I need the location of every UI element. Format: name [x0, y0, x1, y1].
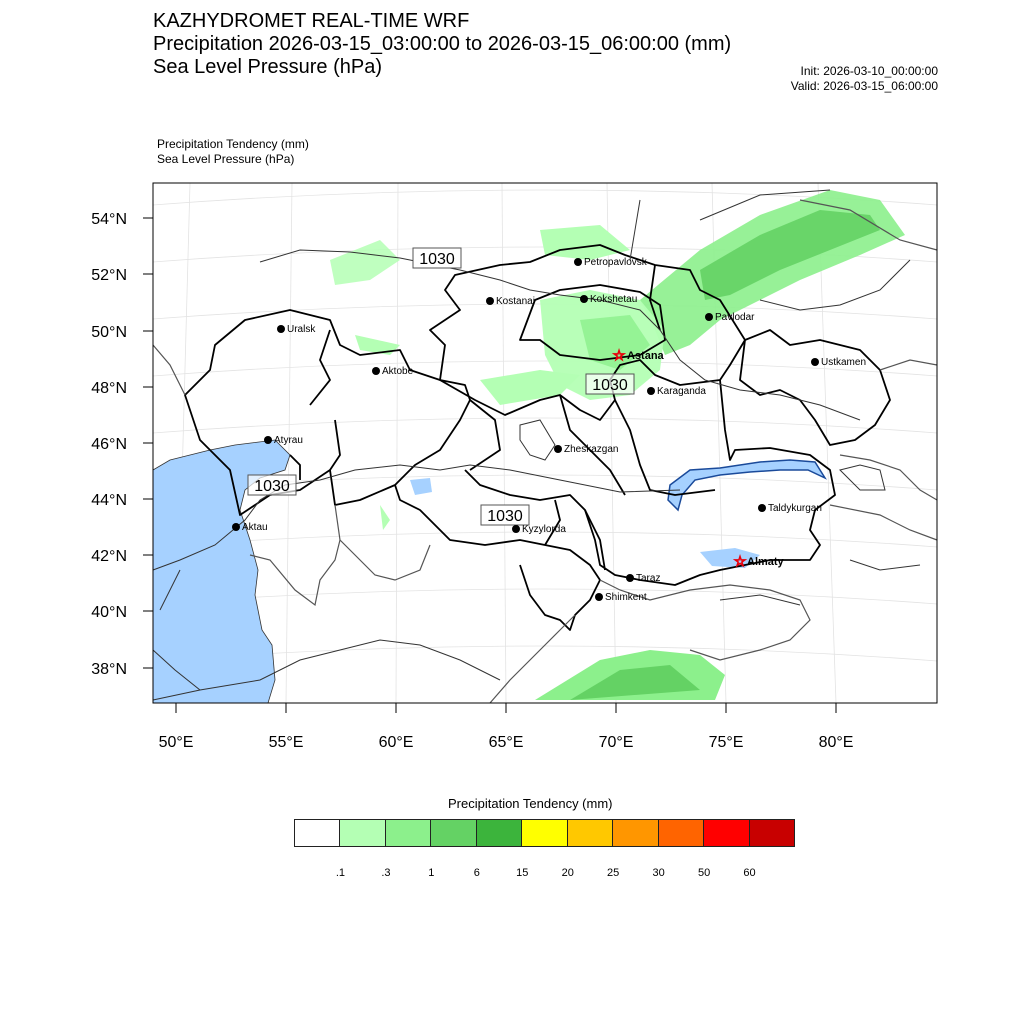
isobar-label: 1030 [419, 251, 455, 268]
lon-labels [159, 734, 854, 751]
city-label: Uralsk [287, 324, 316, 335]
legend-color-box [749, 819, 795, 847]
star-icon: ☆ [612, 347, 626, 363]
city-label: Shimkent [605, 592, 647, 603]
city-label: Kostanai [496, 296, 535, 307]
star-icon: ☆ [733, 553, 747, 569]
isobar-label: 1030 [592, 377, 628, 394]
city-label: Kokshetau [590, 294, 638, 305]
lon-label: 70°E [598, 734, 634, 751]
lat-label: 46°N [91, 436, 127, 453]
legend-colorbar [295, 819, 795, 847]
subtitle-precip: Precipitation Tendency (mm) [157, 137, 309, 151]
legend-label: 6 [473, 867, 480, 879]
precip-title: Precipitation 2026-03-15_03:00:00 to 2026-03-15_06:00:00 (mm) [153, 33, 732, 55]
isobar-label: 1030 [254, 478, 290, 495]
legend-title: Precipitation Tendency (mm) [448, 796, 613, 811]
city-label: Aktau [242, 522, 268, 533]
lat-label: 48°N [91, 380, 127, 397]
legend-label: 1 [428, 867, 435, 879]
legend-color-box [658, 819, 704, 847]
legend-color-box [521, 819, 567, 847]
city-label: Taraz [636, 573, 661, 584]
city-label: Zheskazgan [564, 444, 619, 455]
legend-color-box [430, 819, 476, 847]
lon-label: 60°E [378, 734, 414, 751]
init-time: Init: 2026-03-10_00:00:00 [800, 64, 938, 78]
lat-label: 44°N [91, 492, 127, 509]
legend-color-box [385, 819, 431, 847]
legend-label: .1 [335, 867, 346, 879]
city-label: Atyrau [274, 435, 303, 446]
capital-label: Astana [627, 350, 664, 362]
lon-label: 75°E [708, 734, 744, 751]
subtitle-slp: Sea Level Pressure (hPa) [157, 152, 295, 166]
city-label: Ustkamen [821, 357, 867, 368]
legend-label: 20 [561, 867, 574, 879]
isobar-label: 1030 [487, 508, 523, 525]
valid-time: Valid: 2026-03-15_06:00:00 [790, 79, 938, 93]
lon-label: 80°E [818, 734, 854, 751]
legend-color-box [294, 819, 340, 847]
legend-label: 25 [607, 867, 620, 879]
legend-color-box [476, 819, 522, 847]
legend-color-box [612, 819, 658, 847]
lat-label: 50°N [91, 324, 127, 341]
lon-label: 65°E [488, 734, 524, 751]
legend-color-box [703, 819, 749, 847]
city-label: Pavlodar [715, 312, 755, 323]
slp-title: Sea Level Pressure (hPa) [153, 56, 383, 78]
lat-label: 40°N [91, 604, 127, 621]
legend-label: 15 [516, 867, 529, 879]
legend-label: 50 [697, 867, 711, 879]
lat-label: 42°N [91, 548, 127, 565]
capital-label: Almaty [747, 556, 784, 568]
lon-label: 50°E [158, 734, 194, 751]
city-label: Taldykurgan [768, 503, 822, 514]
lon-label: 55°E [268, 734, 304, 751]
legend-color-box [339, 819, 385, 847]
lat-label: 54°N [91, 211, 127, 228]
title: KAZHYDROMET REAL-TIME WRF [153, 10, 470, 32]
lat-labels [91, 211, 127, 678]
legend-label: 60 [743, 867, 756, 879]
lat-label: 38°N [91, 661, 127, 678]
city-label: Kyzylorda [522, 524, 566, 535]
legend-label: 30 [652, 867, 665, 879]
legend-color-box [567, 819, 613, 847]
city-label: Aktobe [382, 366, 414, 377]
city-label: Petropavlovsk [584, 257, 647, 268]
legend-label: .3 [381, 867, 391, 879]
city-label: Karaganda [657, 386, 706, 397]
lat-label: 52°N [91, 267, 127, 284]
